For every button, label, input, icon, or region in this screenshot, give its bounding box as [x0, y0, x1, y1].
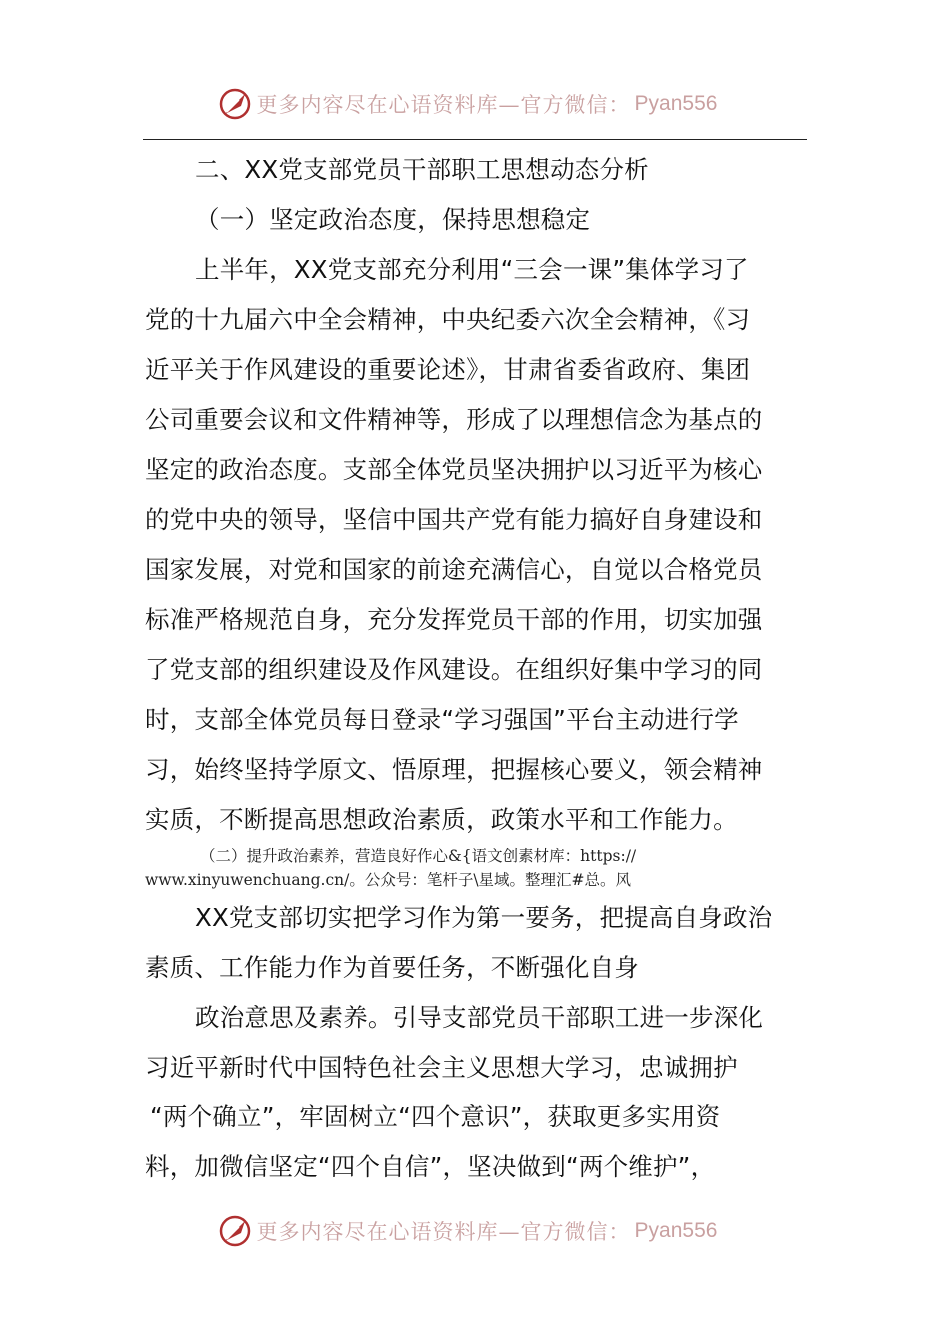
paragraph-line: 坚定的政治态度。支部全体党员坚决拥护以习近平为核心 [145, 455, 763, 484]
paragraph-line: “两个确立”，牢固树立“四个意识”，获取更多实用资 [150, 1102, 721, 1131]
paragraph-line: 料，加微信坚定“四个自信”，坚决做到“两个维护”， [145, 1152, 716, 1181]
quill-logo-icon [217, 1213, 253, 1249]
paragraph-line: 时，支部全体党员每日登录“学习强国”平台主动进行学 [145, 705, 739, 734]
paragraph-line: 习近平新时代中国特色社会主义思想大学习，忠诚拥护 [145, 1053, 738, 1082]
paragraph-line: 标准严格规范自身，充分发挥党员干部的作用，切实加强 [145, 605, 763, 634]
banner-wechat-id: Pyan556 [634, 1219, 718, 1242]
small-subheading-line: www.xinyuwenchuang.cn/。公众号：笔杆子\星域。整理汇#总。风 [145, 871, 632, 889]
paragraph-line: 习，始终坚持学原文、悟原理，把握核心要义，领会精神 [145, 755, 763, 784]
watermark-banner-bottom [0, 1211, 950, 1251]
paragraph-line: 党的十九届六中全会精神，中央纪委六次全会精神，《习 [145, 305, 751, 334]
watermark-banner-top [0, 84, 950, 124]
quill-logo-icon [217, 86, 253, 122]
section-heading: 二、XX党支部党员干部职工思想动态分析 [195, 155, 649, 184]
paragraph-line: 国家发展，对党和国家的前途充满信心，自觉以合格党员 [145, 555, 763, 584]
header-rule [143, 139, 807, 140]
paragraph-line: 素质、工作能力作为首要任务，不断强化自身 [145, 953, 639, 982]
small-subheading-line: （二）提升政治素养，营造良好作心&{语文创素材库：https:// [200, 847, 637, 865]
paragraph-line: 公司重要会议和文件精神等，形成了以理想信念为基点的 [145, 405, 763, 434]
paragraph-line: 上半年，XX党支部充分利用“三会一课”集体学习了 [195, 255, 749, 284]
paragraph-line: 的党中央的领导，坚信中国共产党有能力搞好自身建设和 [145, 505, 763, 534]
banner-text: 更多内容尽在心语资料库—官方微信： [256, 93, 631, 117]
paragraph-line: 政治意思及素养。引导支部党员干部职工进一步深化 [195, 1003, 764, 1032]
subsection-heading: （一）坚定政治态度，保持思想稳定 [195, 205, 591, 234]
banner-wechat-id: Pyan556 [634, 92, 718, 115]
paragraph-line: 实质，不断提高思想政治素质，政策水平和工作能力。 [145, 805, 738, 834]
banner-text: 更多内容尽在心语资料库—官方微信： [256, 1220, 631, 1244]
paragraph-line: 近平关于作风建设的重要论述》，甘肃省委省政府、集团 [145, 355, 751, 384]
paragraph-line: XX党支部切实把学习作为第一要务，把提高自身政治 [195, 903, 773, 932]
paragraph-line: 了党支部的组织建设及作风建设。在组织好集中学习的同 [145, 655, 763, 684]
